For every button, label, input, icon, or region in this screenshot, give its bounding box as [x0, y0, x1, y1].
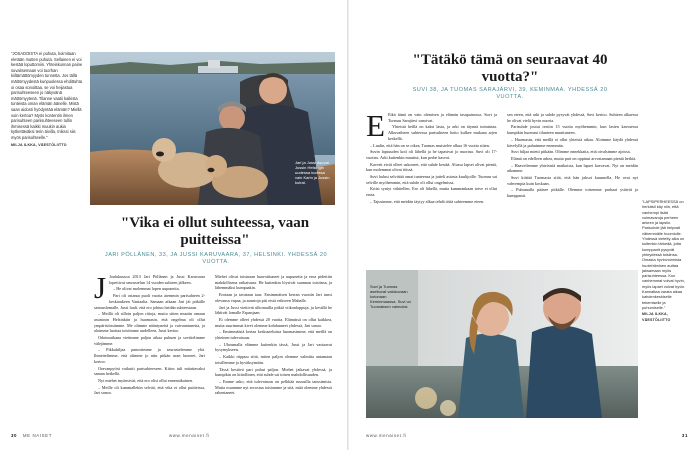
left-photo — [90, 52, 335, 205]
right-col1-para: Yhteistä heillä on kaksi lasta, ja arki on täynnä toimintaa. Alkuvaiheen suhteessa parisuhteen hoito kulkee mukana arjen keskellä. — [387, 124, 497, 141]
right-photo — [366, 270, 638, 418]
right-col1-para: Suvin lapsuuden koti oli lähellä ja he tapasivat jo nuorina. Suvi oli 17-vuotias. Arki kuitenkin muuttui, kun perhe kasvoi. — [366, 149, 497, 160]
right-side-quote-source: MILJA ILKKA, VÄESTÖLIITTO — [642, 312, 671, 322]
left-col2-para: – Ensimmäistä kertaa keskusteluista huomasimme, että meillä on yhteinen tulevaisuus. — [215, 329, 332, 341]
left-col2-para: Ei olemme olleet yhdessä 20 vuotta. Elämässä on ollut kaikkea, mutta suurimmat kivet olemme kohdanneet yhdessä, Jari sanoo. — [215, 316, 332, 328]
left-article-col1 — [94, 270, 205, 397]
right-col2-para: sen eteen, että arki ja suhde pysyvät yhdessä, Suvi kertoo. Suhteen alkaessa he olivat vielä hyvin nuoria. — [507, 112, 638, 123]
right-col1-para: – Tajusimme, että meidän täytyy alkaa tehdä töitä suhteemme eteen. — [370, 198, 485, 204]
left-col2-para: Erotaan ja tavataan taas. Ensimmäisen kerran vuosiin Jari tunsi olevansa vapaa, ja asuntoja piti etsiä erikseen Mahalle. — [215, 292, 332, 303]
left-page-number: 30 — [11, 433, 18, 438]
left-side-quote-text: "JOSADOISTA ei puhuta, koimitaan eletään mutten puhuta. Sellainen ei voi kestää loputtomiin. Yhteiskunnan paine suvaitsemaan voi tuorhan kiiltämättömyyden tunnetta. Jos tällä mättömyydestä kunpuolessa ehdittuhta oi osaa sonoittaa, se voi heijastua parisuhteeseen jo näkyvänä mättömyytenä. Tilanne vaatii kaikista tunteista oman elämän äänelle. Mistä saan aidosti hyödyntää elämän? Miellä voin kertoa? Myös kontentin ilmen parisuhteen pariisuhteeseen tullin ihmisessä kaikki muukin aukia kytkettäväksi terin äivilla, mikssi siis myös parisuhteelle." — [11, 51, 83, 140]
page-spine — [347, 0, 349, 450]
left-magazine-name: ME NAISET — [22, 433, 52, 438]
left-side-quote-source: MILJA ILKKA, VÄESTÖLIITTO — [11, 142, 67, 147]
right-col2-para: – Haaveilemme yhteisistä matkoista, kun lapset kasvavat. Nyt on meidän aikamme. — [507, 162, 638, 174]
right-article-col2 — [507, 112, 638, 200]
left-footer — [11, 433, 331, 438]
left-col2-para: Tässä kestävä pari puhui paljon. Miehet jatkavat yhdessä, ja kumpikin on kiitollinen, että suhde sai toisen mahdollisuuden. — [215, 366, 332, 378]
left-col1-para: Oravanpyörä vaikutti parisuhteeseen. Kiitos tuli mitattavaksi saman hetkellä. — [94, 365, 205, 377]
left-col2-para: – Kaikki riippuu siitä, miten paljon olemme valmiita antamaan toisillemme ja hyväksymään. — [215, 354, 332, 365]
right-side-quote-text: "LAPSIPERHEESSÄ on herkästi käy niin, että vanhempi lisää voimavaroja perheen arkeen ja lapsiin. Parisuhde jää helposti vähemmälle huomiolle. Yhdessä vietetty aika on kuitenkin tärkeää, jotta kumppanit pysyvät yhteydessä toisiinsa. Omasta hyvinvoinnista huolehtiminen auttaa jaksamaan myös parisuhteessa. Kun vanhemmat voivat hyvin, myös lapset voivat hyvin. Kannattaa varata aikaa kahdenkeskiselle tekemiselle ja puhumiselle." — [642, 199, 686, 310]
left-col1-para: – Meillä oli silloin paljon riitoja, mutta sitten muutin omaan asuntoon Helsinkiin ja huomasin, että ongelma oli ollut ympäristössämme. Me olimme nääntyneitä ja vaivaantuneita, ja aloimme luottaa toisiimme uudelleen, Jussi kertoo. — [94, 311, 205, 334]
right-dropcap: E — [366, 108, 385, 143]
left-col1-para: Joulukuussa 2013 Jari Pöllänen ja Jussi Karuvaara lopettivat seurustelun 14 vuoden suhteen jälkeen. — [109, 274, 205, 285]
right-footer-url: www.menaiset.fi — [366, 433, 407, 438]
left-col2-para: – Emme usko, että tulevaisuus on pelkkää ruusuilla tanssimista. Mutta osaamme nyt arvostaa toisiamme ja sitä, mitä olemme yhdessä rakentaneet. — [215, 378, 332, 396]
right-col2-para: – Huomasin, että meillä ei ollut yhteistä aikaa. Aloimme käydä yhdessä kävelyllä ja puhuimme enemmän. — [507, 136, 638, 148]
right-col2-para: Suvi kiittää Tuomasta siitä, että hän jaksoi kuunnella. He ovat nyt vahvempia kuin koskaan. — [507, 175, 638, 186]
left-photo-caption: Jari ja Jussi asuvat Jussin Helsingin uudessa kodissa vain Karin ja Jussin koirat. — [295, 160, 330, 185]
right-col1-para: Kaverit eivät olleet uskoneet, että suhde kestää. Alussa lapset olivat pieniä, kun molemmat olivat töissä. — [366, 161, 497, 173]
left-col1-para: – He olivat molemmat lopen uupuneita. — [113, 286, 180, 292]
right-headline: "Tätäkö tämä on seuraavat 40 vuotta?" — [412, 52, 608, 85]
right-col1-para: – Luulin, että hän on se oikea, Tuomas muistelee alkua 16 vuotta sitten. — [370, 142, 490, 148]
left-col1-para: Pari oli ostanut puoli vuotta aiemmin parisuhteen 2-keskiaukeen Vantaalta. Samaan aikaan Jari jäi pitkälle sairauslomalle. Jussi luuli, että ero johtuu heidän suhteestaan. — [94, 293, 205, 310]
right-photo-caption: Suvi ja Tuomas asettuvat valokuvaan kotonaan Keminmaassa. Suvi on Tuomaksen vaimoksi. — [370, 284, 411, 309]
right-col1-para: Suvi halusi selvittää omat tunteensa ja jutteli asiasta kuulijoille. Tuomas sai selville myöhemmin, että suhde oli ollut ongelmissa. — [366, 174, 497, 185]
right-col2-para: Parisuhde joutui testiin 15 vuotta myöhemmin, kun lasten kasvaessa kumpikin huomasi tilanteen muuttuneen. — [507, 124, 638, 136]
right-col1-para: Kriisi syntyi vähitellen. Ero oli lähellä, mutta kummankaan toive ei ollut erota. — [366, 186, 497, 198]
left-dropcap: J — [94, 270, 107, 305]
left-col1-para: – Pikkuhiljaa panostimme ja seurustelemme yhä. Ihmettelimme, että olimme jo niin pitkän uran luoneet, Jari kertoo. — [94, 347, 205, 364]
right-article-col1 — [366, 108, 497, 206]
left-col2-para: Jari ja Jussi viettivät ulkomailla pitkiä viikonloppuja, ja kesällä he lähtivät lomalle Espanjaan. — [215, 304, 332, 316]
left-col1-para: – Meille oli kummallekin selvää, että vika ei ollut puitteissa, Jari sanoo. — [94, 384, 205, 396]
right-byline: SUVI 38, JA TUOMAS SARAJÄRVI, 39, KEMINMAA. YHDESSÄ 20 VUOTTA. — [412, 87, 608, 101]
right-page-number: 31 — [681, 433, 688, 438]
left-byline: JARI PÖLLÄNEN, 33, JA JUSSI KARUVAARA, 37, HELSINKI. YHDESSÄ 20 VUOTTA. — [104, 252, 328, 266]
right-col1-para: Eikä tämä on vain olemisen ja elämän tasapainossa, Suvi ja Tuomas Sarajärvi sanoivat. — [387, 112, 497, 123]
left-side-quote — [11, 51, 84, 148]
left-article-col2 — [215, 274, 332, 397]
right-side-quote — [642, 199, 689, 323]
right-col2-para: – Puhumalla pääsee pitkälle. Olemme toisemme parhaat ystävät ja kumppanit. — [507, 187, 638, 199]
left-col2-para: – Uhoumalla elämme kuitenkin tässä, Jussi ja Jari vastaavat kysymykseen. — [215, 341, 332, 353]
right-col2-para: Elämä on edelleen arkea, mutta pari on oppinut arvostamaan pieniä hetkiä. — [511, 155, 637, 161]
left-footer-url: www.menaiset.fi — [169, 433, 210, 438]
left-col1-para: Nyt miehet myönsivät, että ero olisi ollut ennenaikainen. — [98, 377, 194, 383]
left-col1-para: Odotusaikana vietimme paljon aikaa puhuen ja sovittelimme välejämme. — [94, 335, 205, 346]
left-headline: "Vika ei ollut suhteessa, vaan puitteissa" — [120, 215, 310, 248]
left-col2-para: Miehet olivat toisinaan haavoittuneet ja uupuneita ja eroa pidettiin mahdollisena ratkaisuna. He kuitenkin löysivät suunnan toisiinsa, ja lähemmäksi kumpaakin. — [215, 274, 332, 291]
right-col2-para: Suvi hiljaa mietti pitkään. Olimme onnekkaita, että oivalsimme ajoissa. — [511, 149, 631, 155]
